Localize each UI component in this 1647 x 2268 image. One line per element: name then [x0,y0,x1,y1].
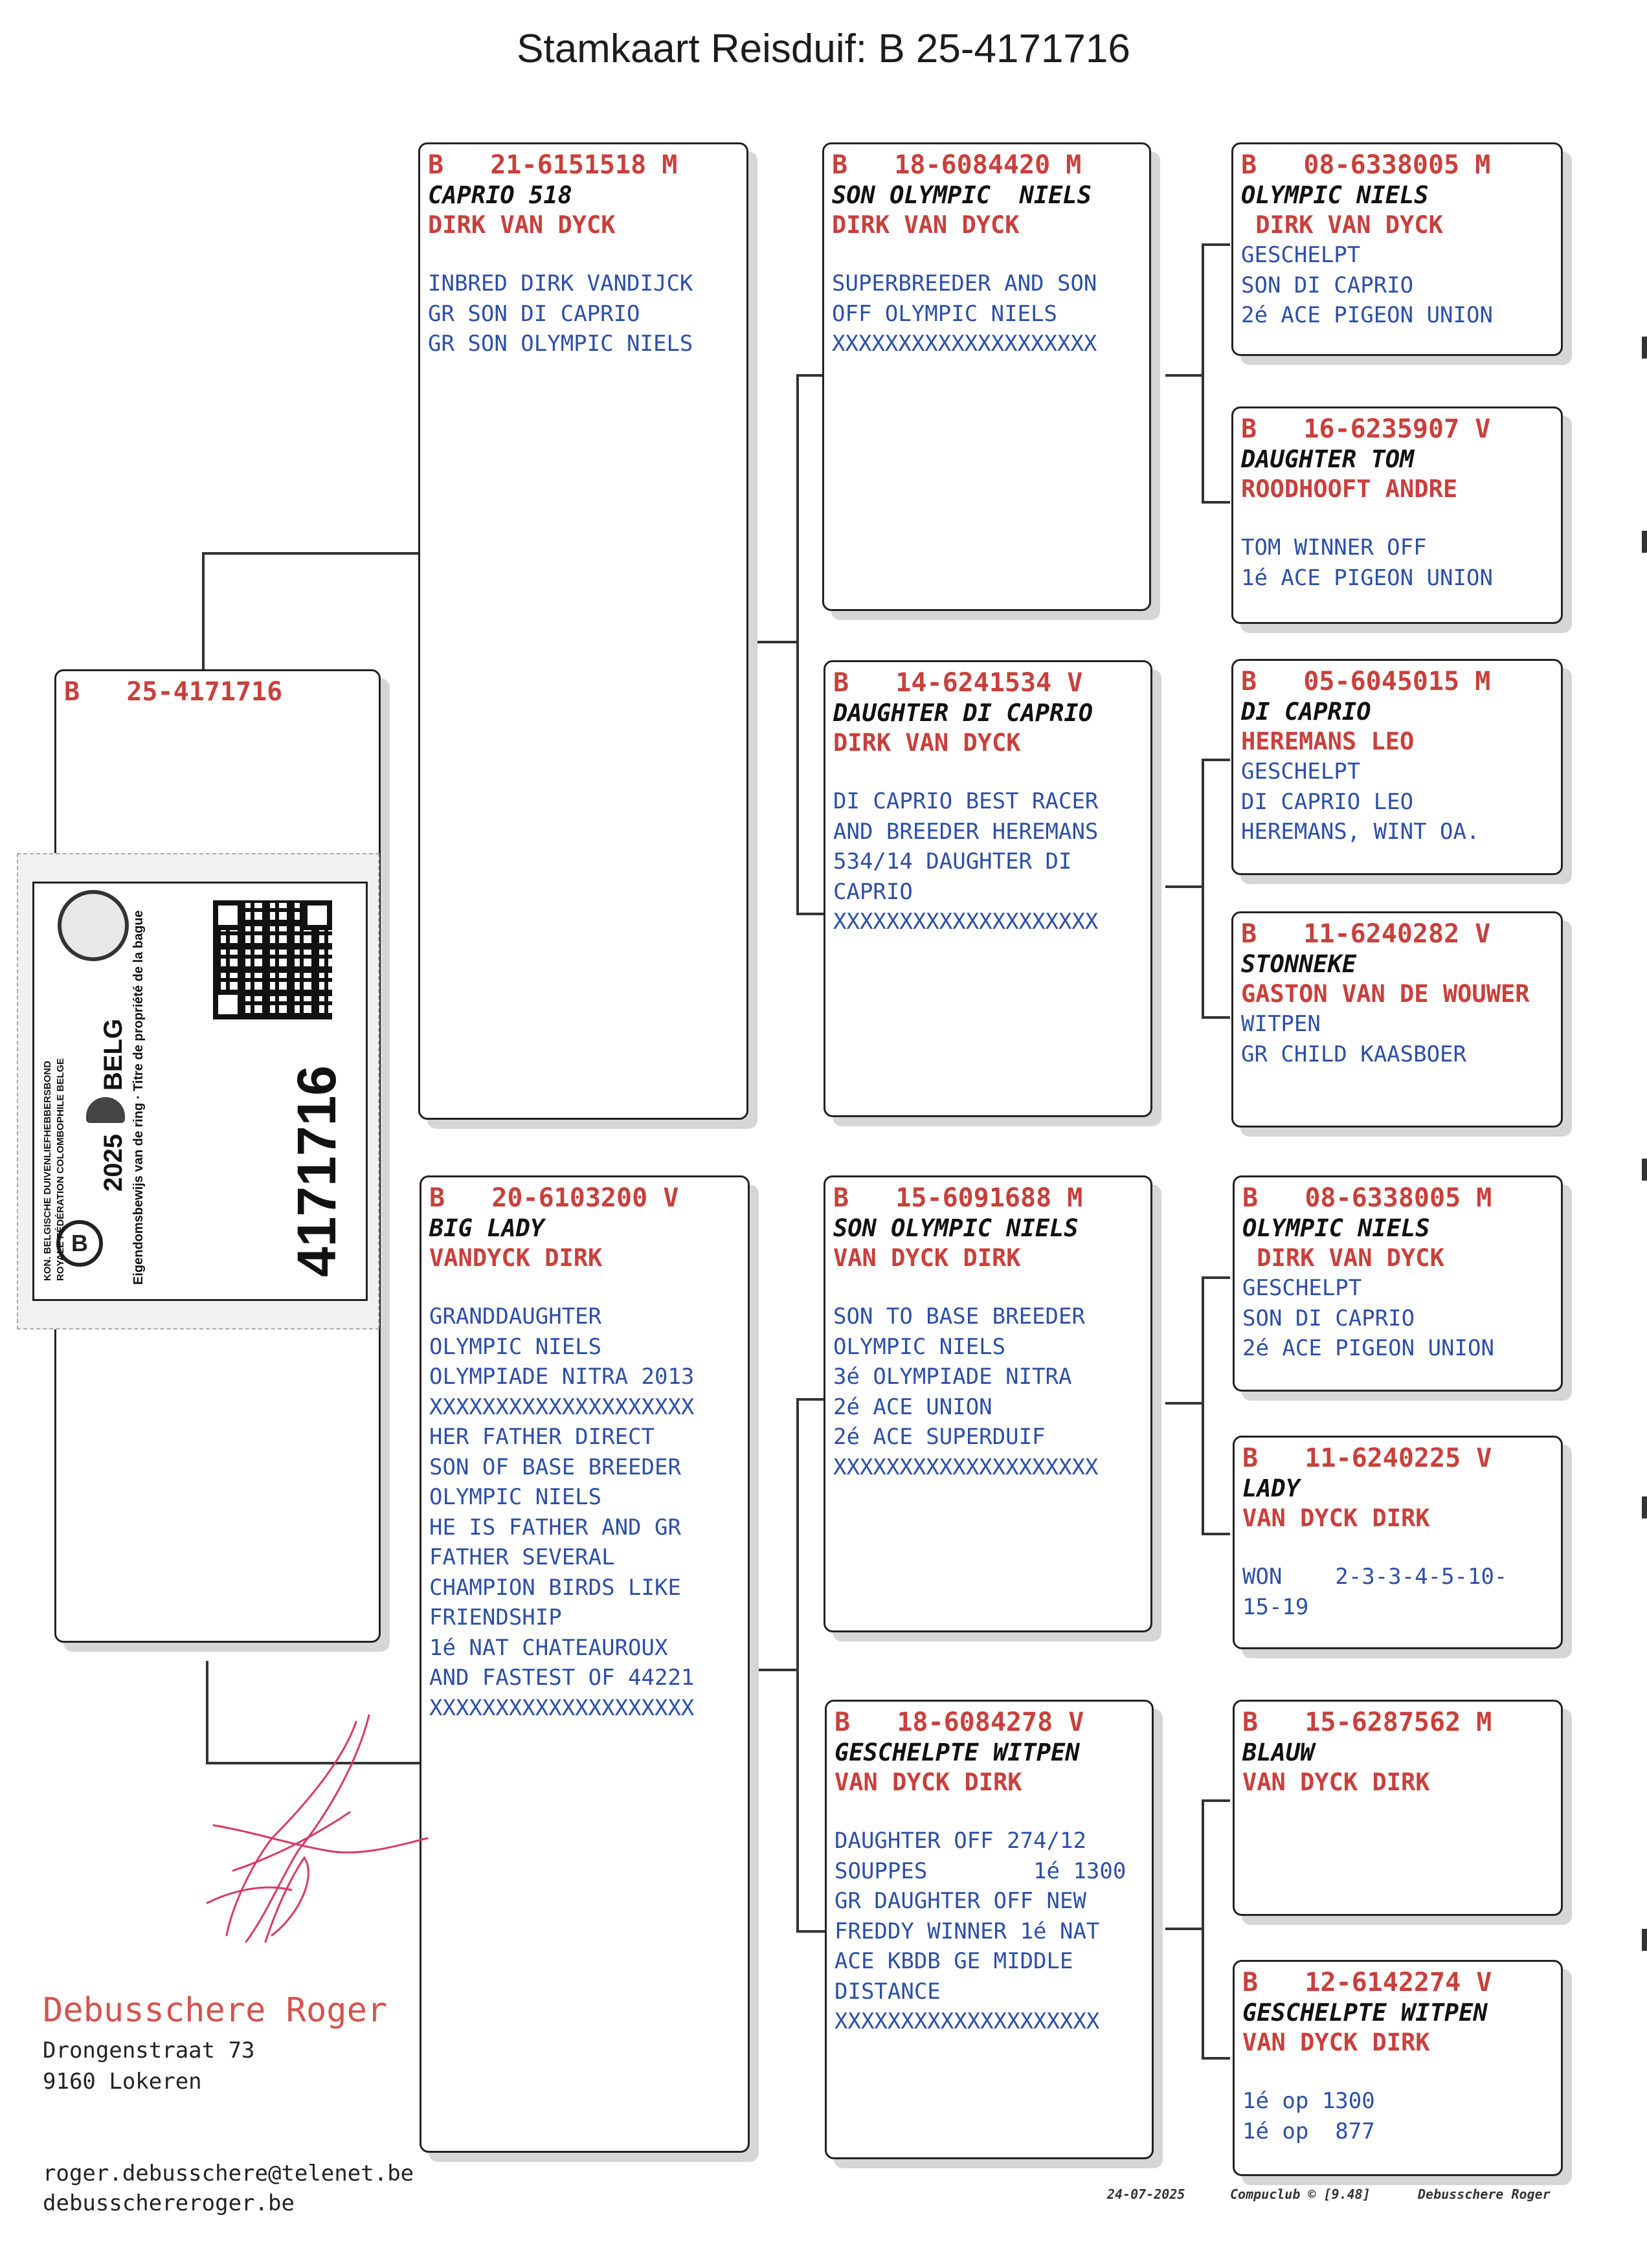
pigeon-name: GESCHELPTE WITPEN [835,1739,1080,1766]
sire-card [418,142,748,1120]
breeder-name: VAN DYCK DIRK [833,1244,1021,1272]
breeder-name: VAN DYCK DIRK [835,1768,1022,1796]
pigeon-name: BIG LADY [429,1214,545,1242]
ring-number: B 14-6241534 V [833,668,1083,698]
signature [194,1709,440,1955]
pigeon-name: SON OLYMPIC NIELS [833,1214,1079,1242]
pedigree-notes: GESCHELPT SON DI CAPRIO 2é ACE PIGEON UNION [1241,242,1493,328]
footer-owner: Debusschere Roger [1418,2186,1551,2202]
sender-city: 9160 Lokeren [43,2069,202,2095]
sds-card [1231,659,1563,875]
dds-card [1233,1700,1563,1916]
breeder-name: VAN DYCK DIRK [1242,1768,1430,1796]
ownership-title: Eigendomsbewijs van de ring · Titre de propriété de la bague [131,910,146,1285]
federation-name-fr: ROYALE FÉDÉRATION COLOMBOPHILE BELGE [55,1058,66,1281]
wreath-icon [86,1097,125,1123]
ring-number: B 15-6091688 M [833,1183,1083,1213]
breeder-name: DIRK VAN DYCK [1241,211,1443,239]
pedigree-notes: 1é op 1300 1é op 877 [1242,2088,1375,2144]
pedigree-notes: SUPERBREEDER AND SON OFF OLYMPIC NIELS XXXXXXXXXXXXXXXXXXXX [832,271,1097,357]
print-date: 24-07-2025 [1107,2186,1185,2202]
pigeon-name: GESCHELPTE WITPEN [1242,1999,1488,2027]
ring-year: 2025 [99,1134,128,1192]
ring-number: B 11-6240282 V [1241,919,1491,949]
sire-dam-card [824,660,1152,1117]
ring-number: B 08-6338005 M [1241,150,1491,180]
pedigree-notes: WON 2-3-3-4-5-10- 15-19 [1242,1564,1508,1620]
pedigree-notes: SON TO BASE BREEDER OLYMPIC NIELS 3é OLYMPIADE NITRA 2é ACE UNION 2é ACE SUPERDUIF XXXXXXXXXXXXXXXXXXXX [833,1304,1099,1480]
dam-card [420,1175,750,2153]
ring-number-large: 4171716 [286,1065,347,1277]
pedigree-notes: GRANDDAUGHTER OLYMPIC NIELS OLYMPIADE NITRA 2013 XXXXXXXXXXXXXXXXXXXX HER FATHER DIRECT SON OF BASE BREEDER OLYMPIC NIELS HE IS FATHER AND GR FATHER SEVERAL CHAMPION BIRDS LIKE FRIENDSHIP 1é NAT CHATEAUROUX AND FASTEST OF 44221 XXXXXXXXXXXXXXXXXXXX [429,1304,695,1721]
dss-card [1233,1175,1563,1392]
breeder-name: DIRK VAN DYCK [428,211,616,239]
breeder-name: DIRK VAN DYCK [833,729,1021,757]
ring-number: B 18-6084420 M [832,150,1082,180]
ssd-card [1231,406,1563,624]
ring-number: B 08-6338005 M [1242,1183,1492,1213]
breeder-name: DIRK VAN DYCK [1242,1244,1444,1272]
sss-card [1231,142,1563,356]
pedigree-notes: INBRED DIRK VANDIJCK GR SON DI CAPRIO GR SON OLYMPIC NIELS [428,271,693,357]
breeder-name: GASTON VAN DE WOUWER [1241,980,1530,1008]
ring-country: BELG [99,1018,128,1091]
dam-sire-card [824,1175,1152,1632]
pigeon-name: BLAUW [1242,1739,1315,1766]
sender-street: Drongenstraat 73 [43,2038,255,2063]
breeder-name: VAN DYCK DIRK [1242,2029,1430,2056]
pigeon-name: STONNEKE [1241,950,1357,978]
b-emblem-icon: B [56,1220,103,1267]
pigeon-name: SON OLYMPIC NIELS [832,181,1092,209]
sdd-card [1231,911,1563,1128]
federation-name-nl: KON. BELGISCHE DUIVENLIEFHEBBERSBOND [42,1060,53,1281]
breeder-name: ROODHOOFT ANDRE [1241,475,1458,503]
ring-number: B 15-6287562 M [1242,1707,1492,1737]
breeder-name: VANDYCK DIRK [429,1244,603,1272]
ring-number: B 18-6084278 V [835,1707,1084,1737]
ring-number: B 25-4171716 [64,677,283,707]
ring-number: B 05-6045015 M [1241,667,1491,696]
pigeon-name: LADY [1242,1474,1301,1502]
dam-dam-card [825,1700,1154,2159]
ring-ownership-label [17,853,379,1329]
sender-website: debusschereroger.be [43,2190,295,2216]
pigeon-name: OLYMPIC NIELS [1241,181,1429,209]
ring-number: B 16-6235907 V [1241,414,1491,444]
breeder-name: DIRK VAN DYCK [832,211,1020,239]
qr-code [213,900,332,1019]
sender-email: roger.debusschere@telenet.be [43,2161,414,2186]
pigeon-name: OLYMPIC NIELS [1242,1214,1430,1242]
breeder-name: HEREMANS LEO [1241,728,1415,755]
pedigree-notes: TOM WINNER OFF 1é ACE PIGEON UNION [1241,535,1493,591]
pedigree-notes: DAUGHTER OFF 274/12 SOUPPES 1é 1300 GR DAUGHTER OFF NEW FREDDY WINNER 1é NAT ACE KBDB GE MIDDLE DISTANCE XXXXXXXXXXXXXXXXXXXX [835,1828,1126,2034]
sender-name: Debusschere Roger [43,1991,388,2030]
pedigree-notes: GESCHELPT SON DI CAPRIO 2é ACE PIGEON UNION [1242,1275,1494,1361]
pigeon-name: DI CAPRIO [1241,698,1371,726]
ring-number: B 11-6240225 V [1242,1443,1492,1473]
software-credit: Compuclub © [9.48] [1230,2186,1371,2202]
ddd-card [1233,1960,1563,2176]
pigeon-name: DAUGHTER DI CAPRIO [833,699,1093,727]
page-title: Stamkaart Reisduif: B 25-4171716 [517,27,1130,71]
pedigree-notes: GESCHELPT DI CAPRIO LEO HEREMANS, WINT OA. [1241,759,1480,845]
sire-sire-card [822,142,1151,611]
dsd-card [1233,1436,1563,1649]
breeder-name: VAN DYCK DIRK [1242,1504,1430,1532]
ring-number: B 20-6103200 V [429,1183,679,1213]
ring-number: B 21-6151518 M [428,150,678,180]
pigeon-name: DAUGHTER TOM [1241,445,1415,473]
federation-logo-icon [58,890,129,961]
pedigree-notes: WITPEN GR CHILD KAASBOER [1241,1011,1466,1067]
ring-number: B 12-6142274 V [1242,1968,1492,1997]
pigeon-name: CAPRIO 518 [428,181,572,209]
pedigree-notes: DI CAPRIO BEST RACER AND BREEDER HEREMANS 534/14 DAUGHTER DI CAPRIO XXXXXXXXXXXXXXXXXXXX [833,788,1099,935]
